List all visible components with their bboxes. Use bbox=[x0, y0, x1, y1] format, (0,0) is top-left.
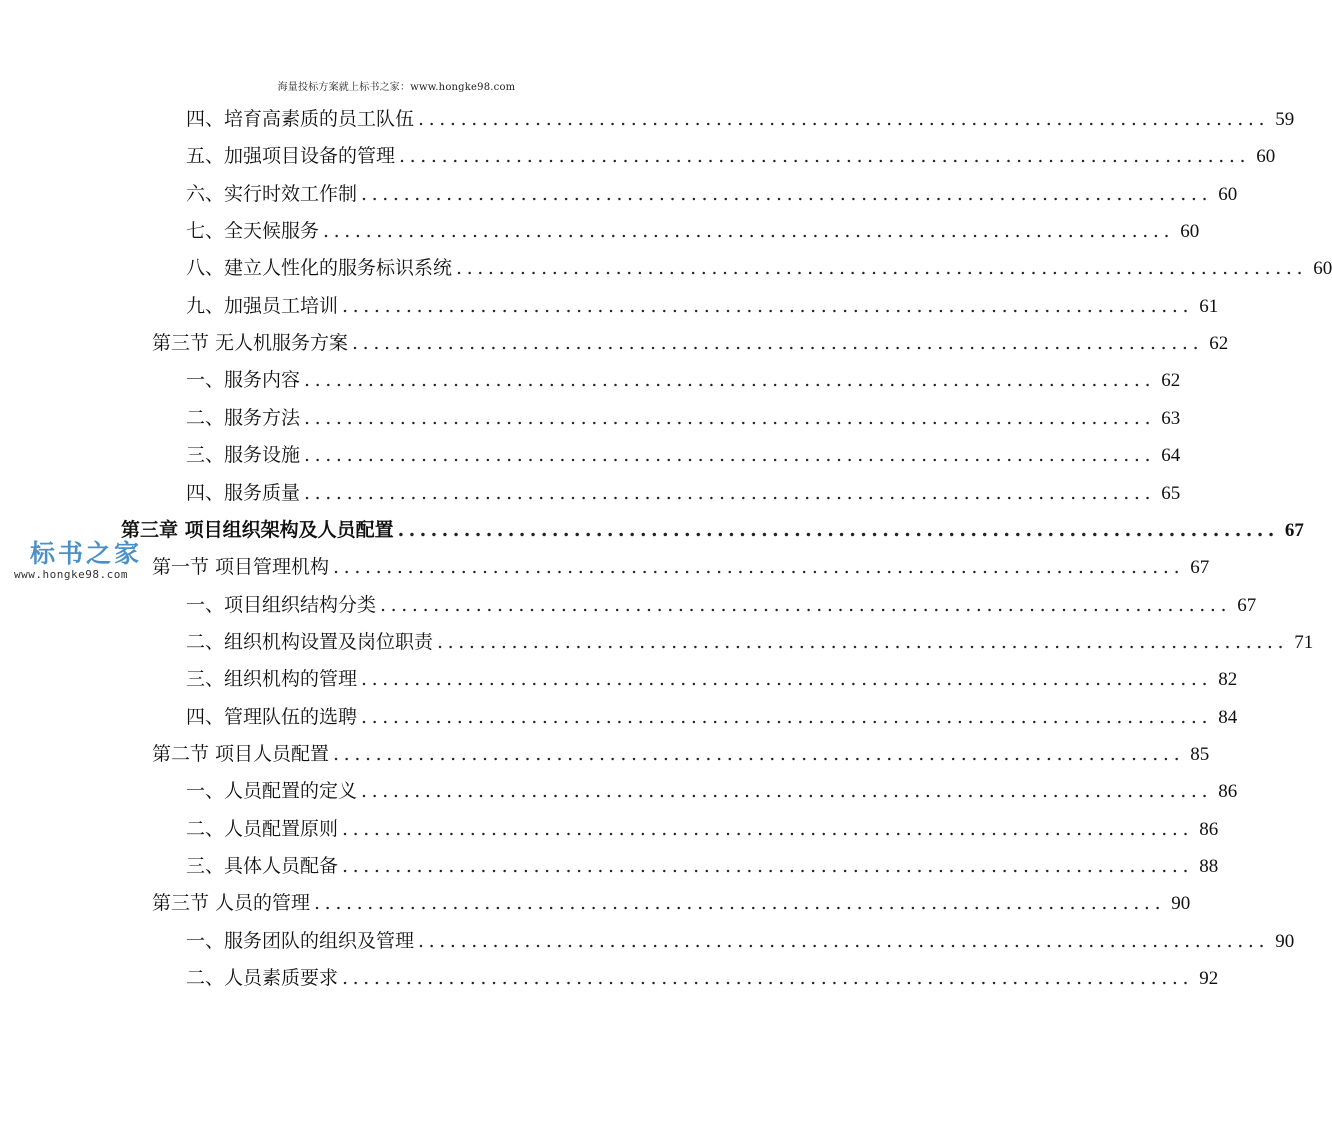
toc-subsection-entry bbox=[186, 478, 1181, 508]
toc-entry-page-number: 92 bbox=[1199, 968, 1219, 990]
toc-entry-label: 四、管理队伍的选聘 bbox=[186, 705, 358, 728]
toc-leader-dots: ................................................................................ bbox=[352, 332, 1204, 355]
toc-entry-page-number: 62 bbox=[1161, 370, 1181, 392]
toc-entry-page-number: 84 bbox=[1218, 706, 1238, 728]
toc-leader-dots: ................................................................................ bbox=[380, 593, 1232, 616]
toc-entry-page-number: 90 bbox=[1275, 930, 1295, 952]
toc-entry-label: 二、服务方法 bbox=[186, 406, 301, 429]
toc-entry-page-number: 60 bbox=[1218, 183, 1238, 205]
toc-subsection-entry bbox=[186, 365, 1181, 395]
toc-leader-dots: ................................................................................ bbox=[437, 630, 1289, 653]
toc-leader-dots: ................................................................................ bbox=[361, 668, 1213, 691]
toc-subsection-entry bbox=[186, 627, 1314, 657]
toc-entry-label: 一、服务团队的组织及管理 bbox=[186, 929, 415, 952]
toc-subsection-entry bbox=[186, 253, 1332, 283]
toc-leader-dots: ................................................................................ bbox=[342, 817, 1194, 840]
toc-subsection-entry bbox=[186, 963, 1219, 993]
watermark-logo bbox=[14, 534, 164, 590]
toc-subsection-entry bbox=[186, 776, 1238, 806]
toc-leader-dots: ................................................................................ bbox=[304, 444, 1156, 467]
toc-entry-page-number: 60 bbox=[1313, 258, 1332, 280]
toc-subsection-entry bbox=[186, 851, 1219, 881]
watermark-title: 标书之家 bbox=[30, 539, 143, 568]
toc-entry-label: 三、组织机构的管理 bbox=[186, 668, 358, 691]
watermark-url: www.hongke98.com bbox=[14, 568, 128, 581]
toc-entry-label: 二、组织机构设置及岗位职责 bbox=[186, 630, 434, 653]
toc-subsection-entry bbox=[186, 926, 1295, 956]
toc-leader-dots: ................................................................................ bbox=[314, 892, 1166, 915]
page-header: 海量投标方案就上标书之家：www.hongke98.com bbox=[277, 82, 516, 93]
toc-entry-label: 第三节 人员的管理 bbox=[152, 892, 311, 915]
toc-subsection-entry bbox=[186, 141, 1276, 171]
toc-section-entry bbox=[152, 328, 1229, 358]
toc-leader-dots: ................................................................................ bbox=[399, 145, 1251, 168]
toc-entry-page-number: 82 bbox=[1218, 669, 1238, 691]
toc-leader-dots: ................................................................................ bbox=[304, 406, 1156, 429]
toc-subsection-entry bbox=[186, 216, 1200, 246]
toc-entry-label: 一、项目组织结构分类 bbox=[186, 593, 377, 616]
toc-section-entry bbox=[152, 739, 1210, 769]
toc-entry-label: 二、人员配置原则 bbox=[186, 817, 339, 840]
toc-leader-dots: ................................................................................ bbox=[342, 294, 1194, 317]
toc-entry-page-number: 60 bbox=[1180, 221, 1200, 243]
toc-leader-dots: ................................................................................ bbox=[397, 518, 1279, 541]
toc-leader-dots: ................................................................................ bbox=[304, 481, 1156, 504]
toc-leader-dots: ................................................................................ bbox=[333, 556, 1185, 579]
toc-entry-label: 一、服务内容 bbox=[186, 369, 301, 392]
toc-leader-dots: ................................................................................ bbox=[342, 967, 1194, 990]
toc-entry-page-number: 90 bbox=[1171, 893, 1191, 915]
toc-leader-dots: ................................................................................ bbox=[361, 182, 1213, 205]
toc-leader-dots: ................................................................................ bbox=[418, 929, 1270, 952]
toc-entry-label: 第三节 无人机服务方案 bbox=[152, 332, 349, 355]
toc-subsection-entry bbox=[186, 664, 1238, 694]
toc-leader-dots: ................................................................................ bbox=[418, 108, 1270, 130]
toc-entry-label: 第一节 项目管理机构 bbox=[152, 556, 330, 579]
toc-entry-label: 第三章 项目组织架构及人员配置 bbox=[121, 518, 394, 541]
toc-section-entry bbox=[152, 552, 1210, 582]
toc-entry-page-number: 86 bbox=[1218, 781, 1238, 803]
toc-entry-page-number: 86 bbox=[1199, 818, 1219, 840]
toc-leader-dots: ................................................................................ bbox=[333, 742, 1185, 765]
toc-entry-label: 七、全天候服务 bbox=[186, 220, 320, 243]
toc-entry-page-number: 88 bbox=[1199, 856, 1219, 877]
toc-entry-page-number: 63 bbox=[1161, 407, 1181, 429]
toc-subsection-entry bbox=[186, 590, 1257, 620]
toc-entry-label: 一、人员配置的定义 bbox=[186, 780, 358, 803]
toc-entry-label: 五、加强项目设备的管理 bbox=[186, 145, 396, 168]
toc-entry-label: 四、服务质量 bbox=[186, 481, 301, 504]
toc-subsection-entry bbox=[186, 104, 1295, 134]
toc-entry-page-number: 85 bbox=[1190, 743, 1210, 765]
toc-entry-label: 八、建立人性化的服务标识系统 bbox=[186, 257, 453, 280]
toc-leader-dots: ................................................................................ bbox=[361, 780, 1213, 803]
toc-entry-page-number: 71 bbox=[1294, 631, 1314, 653]
toc-subsection-entry bbox=[186, 814, 1219, 844]
toc-entry-page-number: 67 bbox=[1190, 557, 1210, 579]
toc-leader-dots: ................................................................................ bbox=[323, 220, 1175, 243]
toc-entry-page-number: 60 bbox=[1256, 146, 1276, 168]
toc-entry-label: 第二节 项目人员配置 bbox=[152, 742, 330, 765]
toc-subsection-entry bbox=[186, 179, 1238, 209]
toc-entry-page-number: 67 bbox=[1237, 594, 1257, 616]
toc-entry-label: 九、加强员工培训 bbox=[186, 294, 339, 317]
toc-leader-dots: ................................................................................ bbox=[456, 257, 1308, 280]
toc-entry-label: 二、人员素质要求 bbox=[186, 967, 339, 990]
toc-entry-page-number: 61 bbox=[1199, 295, 1219, 317]
toc-entry-page-number: 65 bbox=[1161, 482, 1181, 504]
toc-leader-dots: ................................................................................ bbox=[342, 855, 1194, 877]
toc-section-entry bbox=[152, 888, 1191, 918]
toc-subsection-entry bbox=[186, 291, 1219, 321]
toc-entry-label: 四、培育高素质的员工队伍 bbox=[186, 108, 415, 130]
toc-subsection-entry bbox=[186, 403, 1181, 433]
toc-subsection-entry bbox=[186, 440, 1181, 470]
toc-leader-dots: ................................................................................ bbox=[361, 705, 1213, 728]
toc-entry-label: 三、服务设施 bbox=[186, 444, 301, 467]
toc-entry-page-number: 67 bbox=[1284, 519, 1304, 541]
toc-chapter-entry bbox=[121, 515, 1304, 545]
toc-entry-page-number: 64 bbox=[1161, 445, 1181, 467]
toc-entry-page-number: 62 bbox=[1209, 333, 1229, 355]
toc-subsection-entry bbox=[186, 702, 1238, 732]
toc-entry-page-number: 59 bbox=[1275, 109, 1295, 130]
toc-entry-label: 六、实行时效工作制 bbox=[186, 182, 358, 205]
toc-entry-label: 三、具体人员配备 bbox=[186, 855, 339, 877]
toc-leader-dots: ................................................................................ bbox=[304, 369, 1156, 392]
